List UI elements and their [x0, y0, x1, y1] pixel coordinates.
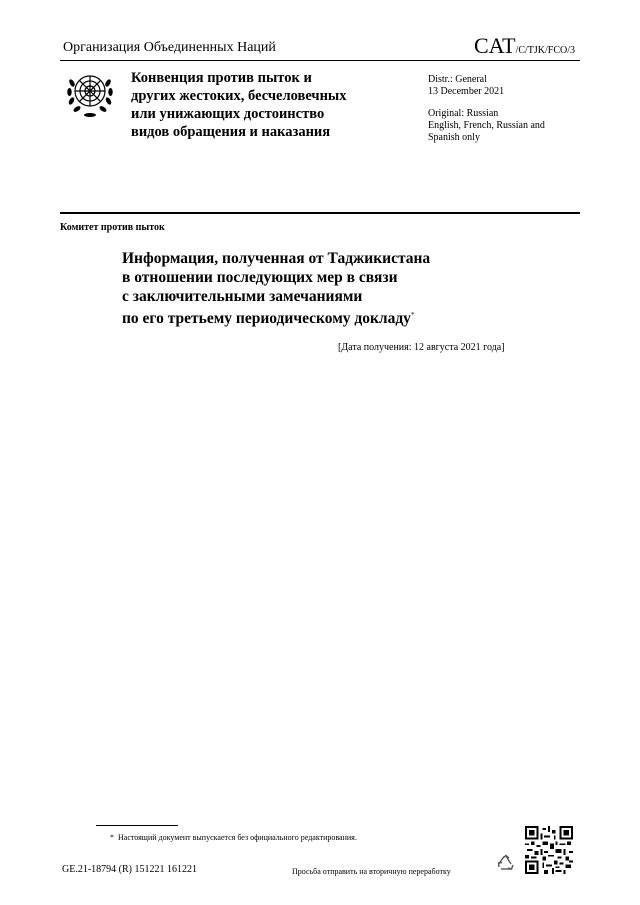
distribution-date: 13 December 2021	[428, 86, 505, 97]
recycle-note: Просьба отправить на вторичную переработку	[292, 867, 451, 876]
convention-title	[131, 69, 411, 141]
committee-name: Комитет против пыток	[60, 222, 165, 233]
footnote-marker[interactable]: *	[410, 311, 415, 319]
organization-name: Организация Объединенных Наций	[63, 40, 276, 55]
qr-code-icon	[525, 826, 573, 874]
distribution-block	[428, 74, 588, 144]
document-symbol	[474, 33, 575, 59]
document-title	[122, 249, 522, 328]
document-title-line	[122, 306, 522, 328]
section-rule	[60, 212, 580, 214]
convention-title-line: Конвенция против пыток и	[131, 70, 312, 86]
footnote-text: Настоящий документ выпускается без официального редактирования.	[118, 833, 357, 842]
distribution-status: Distr.: General	[428, 74, 487, 85]
convention-title-line: других жестоких, бесчеловечных	[131, 88, 347, 104]
footnote-rule	[96, 825, 178, 826]
document-symbol-main: CAT	[474, 33, 516, 58]
un-emblem-icon	[63, 67, 117, 121]
convention-title-line: видов обращения и наказания	[131, 124, 331, 140]
footnote-marker-text: *	[110, 833, 114, 842]
header-rule	[60, 60, 580, 61]
job-number: GE.21-18794 (R) 151221 161221	[62, 864, 197, 875]
document-title-line-text: по его третьему периодическому докладу	[122, 310, 411, 328]
recycle-icon	[496, 854, 516, 874]
document-title-line: с заключительными замечаниями	[122, 288, 363, 305]
footnote	[110, 833, 357, 842]
convention-title-line: или унижающих достоинство	[131, 106, 325, 122]
languages-line: English, French, Russian and	[428, 120, 545, 131]
document-title-line: в отношении последующих мер в связи	[122, 269, 398, 286]
document-title-line: Информация, полученная от Таджикистана	[122, 250, 431, 267]
languages-line: Spanish only	[428, 132, 480, 143]
original-language: Original: Russian	[428, 108, 499, 119]
receipt-date: [Дата получения: 12 августа 2021 года]	[338, 342, 505, 353]
document-symbol-sub: /C/TJK/FCO/3	[515, 45, 576, 56]
